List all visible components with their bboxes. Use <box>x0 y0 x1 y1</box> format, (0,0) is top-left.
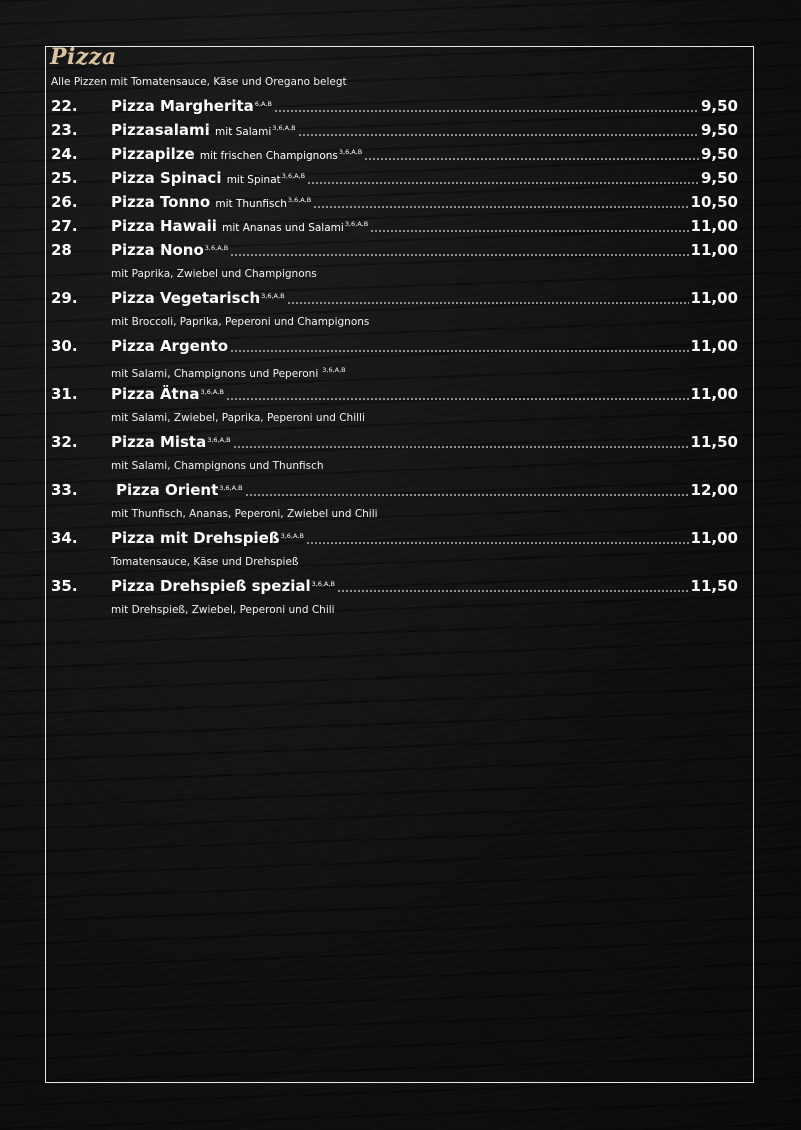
menu-subtitle: Alle Pizzen mit Tomatensauce, Käse und Oregano belegt <box>51 76 347 88</box>
item-name: Pizza Spinaci <box>111 169 222 187</box>
item-number: 33. <box>51 481 78 499</box>
dot-leader <box>230 254 688 256</box>
item-name-group <box>111 337 228 355</box>
item-allergens: 3,6,A,B <box>261 292 285 300</box>
item-name: Pizza Mista <box>111 433 207 451</box>
dot-leader <box>364 158 699 160</box>
dot-leader <box>337 590 689 592</box>
item-description-text: mit Salami, Champignons und Thunfisch <box>111 460 324 472</box>
item-description <box>51 358 738 382</box>
dot-leader <box>370 230 688 232</box>
menu-item <box>51 214 738 238</box>
item-description <box>51 550 738 574</box>
item-name-group <box>111 169 305 187</box>
item-number: 28 <box>51 241 72 259</box>
item-name: Pizzapilze <box>111 145 195 163</box>
dot-leader <box>313 206 688 208</box>
item-price: 9,50 <box>700 121 738 139</box>
item-name: Pizza mit Drehspieß <box>111 529 280 547</box>
item-extra: mit frischen Champignons <box>199 150 338 162</box>
item-price: 11,00 <box>690 385 738 403</box>
item-extra: mit Ananas und Salami <box>222 222 344 234</box>
item-allergens: 3,6,A,B <box>200 388 224 396</box>
item-number: 24. <box>51 145 78 163</box>
item-allergens: 3,6,A,B <box>338 148 363 156</box>
item-description <box>51 598 738 622</box>
item-number: 23. <box>51 121 78 139</box>
item-name: Pizza Orient <box>116 481 219 499</box>
menu-item <box>51 238 738 262</box>
item-name-group <box>111 193 311 211</box>
menu-item <box>51 118 738 142</box>
dot-leader <box>226 398 689 400</box>
item-allergens: 3,6,A,B <box>344 220 369 228</box>
item-extra: mit Thunfisch <box>215 198 287 210</box>
item-number: 27. <box>51 217 78 235</box>
item-price: 11,50 <box>690 433 738 451</box>
item-price: 9,50 <box>700 145 738 163</box>
item-extra: mit Salami <box>215 126 272 138</box>
menu-item <box>51 382 738 406</box>
item-allergens: 3,6,A,B <box>219 484 243 492</box>
item-name: Pizza Margherita <box>111 97 254 115</box>
item-price: 11,00 <box>690 337 738 355</box>
item-name: Pizza Hawaii <box>111 217 217 235</box>
item-name-group <box>111 289 285 307</box>
item-name-group <box>111 433 231 451</box>
item-name-group <box>111 145 362 163</box>
item-description <box>51 310 738 334</box>
menu-title: Pizza <box>50 44 117 70</box>
menu-item <box>51 142 738 166</box>
dot-leader <box>287 302 689 304</box>
menu-item <box>51 574 738 598</box>
item-description-text: mit Thunfisch, Ananas, Peperoni, Zwiebel und Chili <box>111 508 378 520</box>
menu-item <box>51 190 738 214</box>
menu-item <box>51 478 738 502</box>
dot-leader <box>233 446 689 448</box>
item-description-text: mit Drehspieß, Zwiebel, Peperoni und Chili <box>111 604 335 616</box>
item-name-group <box>111 481 243 499</box>
item-number: 22. <box>51 97 78 115</box>
item-number: 29. <box>51 289 78 307</box>
item-description-allergens: 3,6,A,B <box>322 366 346 374</box>
item-price: 11,00 <box>690 289 738 307</box>
item-allergens: 3,6,A,B <box>207 436 231 444</box>
item-price: 9,50 <box>700 97 738 115</box>
item-price: 11,00 <box>690 529 738 547</box>
item-price: 11,00 <box>690 217 738 235</box>
item-name: Pizza Nono <box>111 241 204 259</box>
item-number: 32. <box>51 433 78 451</box>
item-allergens: 3,6,A,B <box>311 580 335 588</box>
menu-item <box>51 94 738 118</box>
item-allergens: 3,6,A,B <box>204 244 229 252</box>
item-name-group <box>111 217 368 235</box>
menu-item <box>51 526 738 550</box>
item-description-text: mit Broccoli, Paprika, Peperoni und Champignons <box>111 316 370 328</box>
item-description-text: mit Paprika, Zwiebel und Champignons <box>111 268 317 280</box>
item-allergens: 3,6,A,B <box>272 124 296 132</box>
item-name: Pizza Ätna <box>111 385 200 403</box>
item-description <box>51 502 738 526</box>
item-price: 11,50 <box>690 577 738 595</box>
dot-leader <box>245 494 689 496</box>
item-name-group <box>111 529 304 547</box>
item-name: Pizza Argento <box>111 337 229 355</box>
item-name: Pizzasalami <box>111 121 210 139</box>
item-allergens: 6,A,B <box>254 100 272 108</box>
item-extra: mit Spinat <box>226 174 281 186</box>
item-allergens: 3,6,A,B <box>280 532 304 540</box>
item-name: Pizza Vegetarisch <box>111 289 261 307</box>
menu-item <box>51 334 738 358</box>
item-allergens: 3,6,A,B <box>281 172 306 180</box>
item-description <box>51 262 738 286</box>
item-name-group <box>111 121 296 139</box>
dot-leader <box>306 542 689 544</box>
item-description-text: mit Salami, Champignons und Peperoni <box>111 368 319 380</box>
item-number: 26. <box>51 193 78 211</box>
item-allergens: 3,6,A,B <box>287 196 312 204</box>
item-price: 11,00 <box>690 241 738 259</box>
item-number: 34. <box>51 529 78 547</box>
menu-items-list <box>51 94 738 622</box>
item-price: 9,50 <box>700 169 738 187</box>
dot-leader <box>307 182 699 184</box>
dot-leader <box>230 350 689 352</box>
item-name: Pizza Tonno <box>111 193 211 211</box>
item-number: 35. <box>51 577 78 595</box>
item-name-group <box>111 385 224 403</box>
item-number: 25. <box>51 169 78 187</box>
item-name: Pizza Drehspieß spezial <box>111 577 311 595</box>
menu-item <box>51 166 738 190</box>
item-description <box>51 454 738 478</box>
menu-item <box>51 430 738 454</box>
item-price: 10,50 <box>690 193 738 211</box>
item-price: 12,00 <box>690 481 738 499</box>
item-number: 30. <box>51 337 78 355</box>
item-number: 31. <box>51 385 78 403</box>
item-description <box>51 406 738 430</box>
dot-leader <box>298 134 699 136</box>
dot-leader <box>274 110 699 112</box>
item-description-text: mit Salami, Zwiebel, Paprika, Peperoni und Chilli <box>111 412 365 424</box>
menu-item <box>51 286 738 310</box>
item-description-text: Tomatensauce, Käse und Drehspieß <box>111 556 299 568</box>
item-name-group <box>111 577 335 595</box>
item-name-group <box>111 97 272 115</box>
item-name-group <box>111 241 228 259</box>
